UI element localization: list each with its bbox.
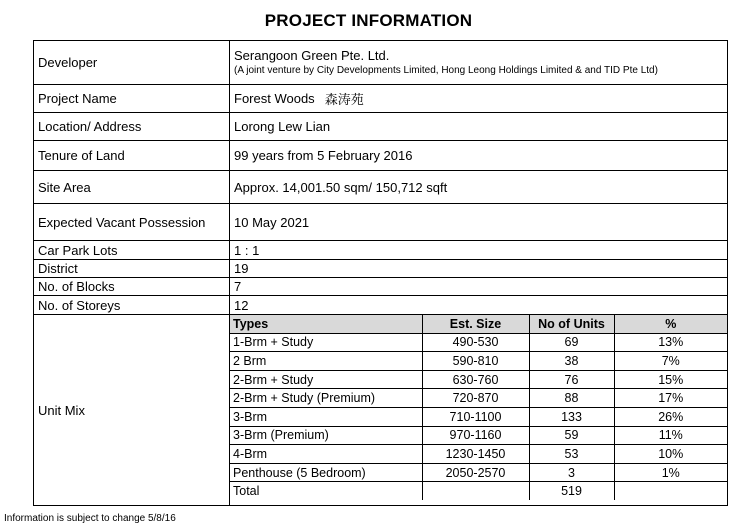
district-row bbox=[34, 260, 727, 278]
percent-cell: 1% bbox=[614, 463, 727, 482]
developer-name: Serangoon Green Pte. Ltd. bbox=[234, 47, 390, 63]
project-name-value bbox=[230, 85, 727, 112]
percent-cell: 17% bbox=[614, 389, 727, 408]
units-cell: 69 bbox=[529, 333, 614, 352]
tenure-row bbox=[34, 141, 727, 171]
header-no-of-units: No of Units bbox=[529, 315, 614, 333]
project-name-label: Project Name bbox=[34, 85, 230, 112]
location-label: Location/ Address bbox=[34, 113, 230, 140]
developer-label: Developer bbox=[34, 41, 230, 84]
percent-cell: 10% bbox=[614, 445, 727, 464]
type-cell: 3-Brm (Premium) bbox=[230, 426, 422, 445]
size-cell: 710-1100 bbox=[422, 407, 529, 426]
percent-cell: 13% bbox=[614, 333, 727, 352]
site-area-row bbox=[34, 171, 727, 204]
total-percent-cell bbox=[614, 482, 727, 500]
units-cell: 76 bbox=[529, 370, 614, 389]
location-value: Lorong Lew Lian bbox=[234, 119, 331, 134]
storeys-label: No. of Storeys bbox=[34, 296, 230, 314]
car-park-row bbox=[34, 241, 727, 260]
total-units: 519 bbox=[529, 482, 614, 500]
size-cell: 590-810 bbox=[422, 352, 529, 371]
percent-cell: 11% bbox=[614, 426, 727, 445]
units-cell: 3 bbox=[529, 463, 614, 482]
units-cell: 88 bbox=[529, 389, 614, 408]
vacant-possession-row bbox=[34, 204, 727, 241]
table-row bbox=[230, 333, 727, 352]
vacant-possession-value: 10 May 2021 bbox=[234, 214, 310, 230]
car-park-value: 1 : 1 bbox=[234, 242, 260, 258]
footnote: Information is subject to change 5/8/16 bbox=[4, 513, 176, 524]
type-cell: 1-Brm + Study bbox=[230, 333, 422, 352]
table-row bbox=[230, 407, 727, 426]
project-name-row bbox=[34, 85, 727, 113]
unit-mix-label: Unit Mix bbox=[34, 315, 230, 505]
table-row bbox=[230, 445, 727, 464]
total-size-cell bbox=[422, 482, 529, 500]
storeys-row bbox=[34, 296, 727, 315]
table-row bbox=[230, 352, 727, 371]
unit-mix-table bbox=[230, 315, 727, 500]
percent-cell: 7% bbox=[614, 352, 727, 371]
developer-row bbox=[34, 41, 727, 85]
table-row bbox=[230, 426, 727, 445]
site-area-value: Approx. 14,001.50 sqm/ 150,712 sqft bbox=[234, 179, 448, 195]
percent-cell: 26% bbox=[614, 407, 727, 426]
type-cell: 2-Brm + Study (Premium) bbox=[230, 389, 422, 408]
type-cell: Penthouse (5 Bedroom) bbox=[230, 463, 422, 482]
blocks-value: 7 bbox=[234, 279, 242, 294]
location-row bbox=[34, 113, 727, 141]
size-cell: 630-760 bbox=[422, 370, 529, 389]
units-cell: 59 bbox=[529, 426, 614, 445]
car-park-label: Car Park Lots bbox=[34, 241, 230, 259]
type-cell: 2-Brm + Study bbox=[230, 370, 422, 389]
table-row bbox=[230, 389, 727, 408]
district-label: District bbox=[34, 260, 230, 277]
project-name-cjk: 森涛苑 bbox=[324, 92, 364, 107]
storeys-value: 12 bbox=[234, 297, 249, 313]
unit-mix-row bbox=[34, 315, 727, 505]
type-cell: 2 Brm bbox=[230, 352, 422, 371]
size-cell: 2050-2570 bbox=[422, 463, 529, 482]
site-area-label: Site Area bbox=[34, 171, 230, 203]
blocks-label: No. of Blocks bbox=[34, 278, 230, 295]
tenure-value: 99 years from 5 February 2016 bbox=[234, 148, 413, 163]
type-cell: 3-Brm bbox=[230, 407, 422, 426]
tenure-label: Tenure of Land bbox=[34, 141, 230, 170]
table-row bbox=[230, 463, 727, 482]
size-cell: 1230-1450 bbox=[422, 445, 529, 464]
size-cell: 970-1160 bbox=[422, 426, 529, 445]
total-row bbox=[230, 482, 727, 500]
header-est-size: Est. Size bbox=[422, 315, 529, 333]
size-cell: 490-530 bbox=[422, 333, 529, 352]
project-name-text: Forest Woods bbox=[234, 91, 315, 106]
unit-mix-header-row bbox=[230, 315, 727, 333]
district-value: 19 bbox=[234, 261, 249, 276]
total-label: Total bbox=[230, 482, 422, 500]
header-percent: % bbox=[614, 315, 727, 333]
developer-value bbox=[230, 41, 727, 84]
blocks-row bbox=[34, 278, 727, 296]
percent-cell: 15% bbox=[614, 370, 727, 389]
type-cell: 4-Brm bbox=[230, 445, 422, 464]
header-types: Types bbox=[230, 315, 422, 333]
units-cell: 133 bbox=[529, 407, 614, 426]
units-cell: 38 bbox=[529, 352, 614, 371]
developer-note: (A joint venture by City Developments Limited, Hong Leong Holdings Limited & and TID Pte Ltd) bbox=[234, 64, 658, 76]
size-cell: 720-870 bbox=[422, 389, 529, 408]
page-title: PROJECT INFORMATION bbox=[264, 11, 473, 30]
vacant-possession-label: Expected Vacant Possession bbox=[34, 204, 230, 240]
project-info-table bbox=[33, 40, 728, 506]
table-row bbox=[230, 370, 727, 389]
units-cell: 53 bbox=[529, 445, 614, 464]
